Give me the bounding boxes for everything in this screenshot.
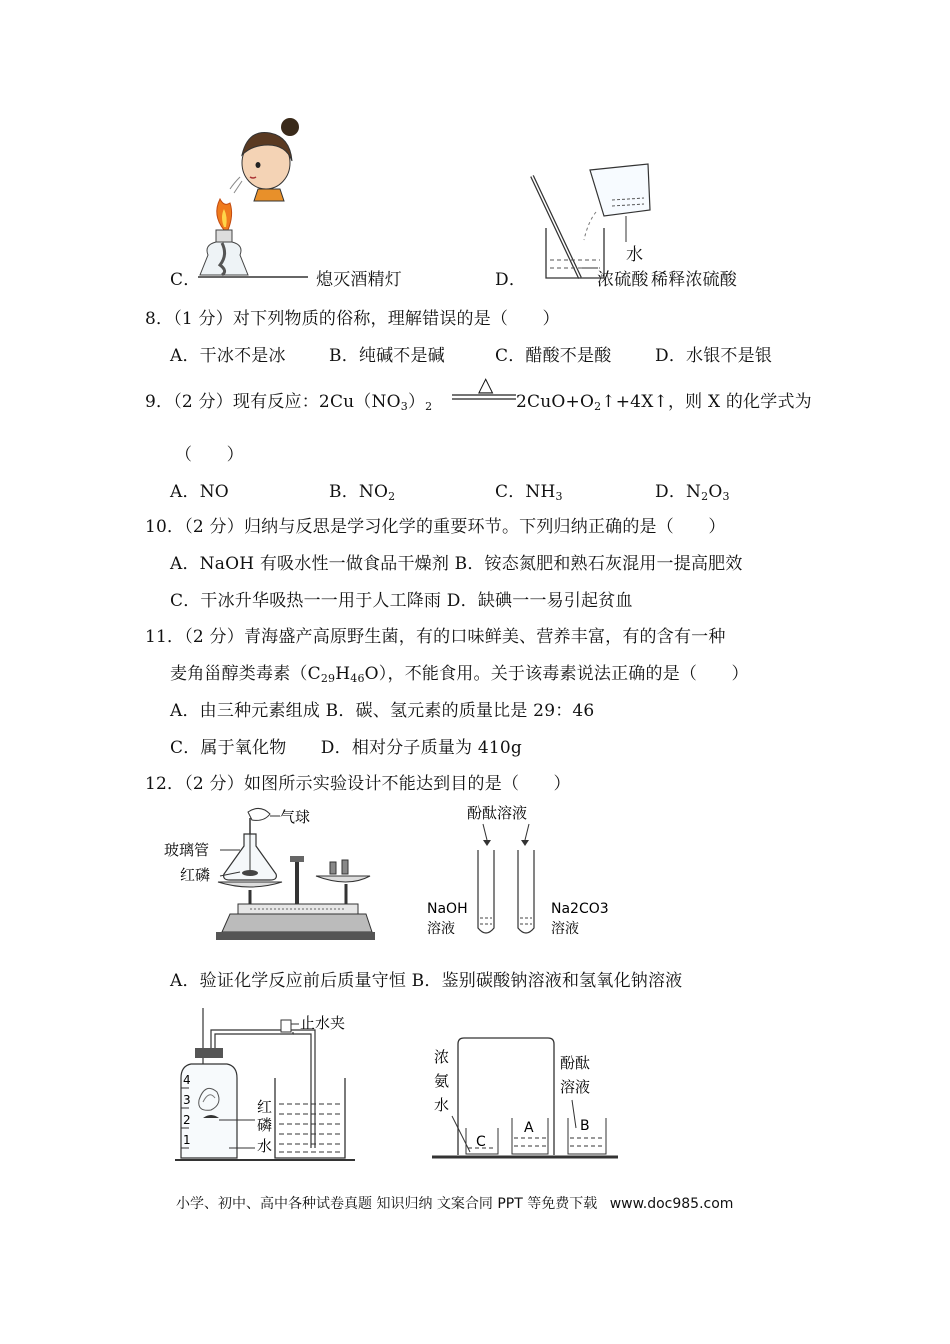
q9-option-a: A．NO — [170, 482, 229, 502]
q12-figure-b-test-tubes — [425, 800, 615, 945]
q10-stem: 10．（2 分）归纳与反思是学习化学的重要环节。下列归纳正确的是（ ） — [145, 517, 726, 537]
naoh-label-line1: NaOH — [427, 901, 468, 917]
q9-stem-right: $2CuO+O_2↑+4X↑$，则 X 的化学式为 — [516, 392, 812, 413]
glass-tube-label: 玻璃管 — [164, 841, 210, 859]
q11-stem-line2: 麦角甾醇类毒素$(C_{29}H_{46}O)$，不能食用。关于该毒素说法正确的是（ ） — [170, 664, 749, 685]
naoh-label-line2: 溶液 — [427, 921, 455, 937]
svg-text:4: 4 — [183, 1073, 191, 1087]
q11-options-ab: A．由三种元素组成 B．碳、氢元素的质量比是 29：46 — [170, 701, 595, 721]
q12-options-ab: A．验证化学反应前后质量守恒 B．鉴别碳酸钠溶液和氢氧化钠溶液 — [170, 971, 683, 991]
clamp-label: 止水夹 — [300, 1014, 346, 1032]
balloon-label: 气球 — [280, 808, 311, 826]
ammonia-label-1: 浓 — [434, 1048, 450, 1066]
q7-option-d-label-acid: 浓硫酸 — [597, 270, 649, 290]
q7-option-c-letter: C． — [170, 270, 201, 290]
ammonia-label-3: 水 — [434, 1096, 450, 1114]
q8-option-b: B．纯碱不是碱 — [329, 346, 445, 366]
q9-equals-sign — [452, 393, 516, 401]
q7-option-c-caption: 熄灭酒精灯 — [316, 270, 402, 290]
q9-answer-paren: （ ） — [175, 445, 244, 465]
cup-c-label: C — [476, 1134, 486, 1150]
indicator-label-1: 酚酞 — [560, 1054, 591, 1072]
q10-options-ab: A．NaOH 有吸水性一做食品干燥剂 B．铵态氮肥和熟石灰混用一提高肥效 — [170, 554, 743, 574]
q12-figure-a-balance — [160, 800, 375, 945]
na2co3-label-line1: Na2CO3 — [551, 901, 609, 917]
q12-stem: 12．（2 分）如图所示实验设计不能达到目的是（ ） — [145, 774, 571, 794]
indicator-label: 酚酞溶液 — [467, 804, 528, 822]
cup-a-label: A — [524, 1120, 534, 1136]
q7-water-label: 水 — [626, 245, 644, 265]
q9-heat-symbol: △ — [478, 372, 494, 396]
svg-text:3: 3 — [183, 1093, 191, 1107]
svg-text:2: 2 — [183, 1113, 191, 1127]
red-p-label-1: 红 — [257, 1098, 273, 1116]
na2co3-label-line2: 溶液 — [551, 921, 579, 937]
q7-option-d-caption: 稀释浓硫酸 — [651, 270, 737, 290]
q8-option-d: D．水银不是银 — [655, 346, 773, 366]
q9-stem-left: 9．（2 分）现有反应：$2Cu(NO_3)_2$ — [145, 392, 433, 413]
q8-option-c: C．醋酸不是酸 — [495, 346, 612, 366]
q8-stem: 8．（1 分）对下列物质的俗称，理解错误的是（ ） — [145, 309, 560, 329]
q7-option-d-letter: D． — [495, 270, 527, 290]
q12-figure-d-ammonia-diffusion — [428, 1020, 623, 1165]
svg-text:1: 1 — [183, 1133, 191, 1147]
q11-options-cd: C．属于氧化物 D．相对分子质量为 410g — [170, 738, 522, 758]
extinguish-lamp-figure — [198, 115, 308, 290]
indicator-label-2: 溶液 — [560, 1078, 591, 1096]
cup-b-label: B — [580, 1118, 590, 1134]
q9-option-b: B．$NO_2$ — [329, 482, 396, 503]
q9-option-c: C．$NH_3$ — [495, 482, 563, 503]
water-label: 水 — [257, 1137, 273, 1155]
ammonia-label-2: 氨 — [434, 1072, 450, 1090]
q10-options-cd: C．干冰升华吸热一一用于人工降雨 D．缺碘一一易引起贫血 — [170, 591, 633, 611]
red-p-label-2: 磷 — [257, 1116, 273, 1134]
q9-option-d: D．$N_2O_3$ — [655, 482, 730, 503]
footer-text — [176, 1193, 733, 1213]
q8-option-a: A．干冰不是冰 — [170, 346, 286, 366]
q11-stem-line1: 11．（2 分）青海盛产高原野生菌，有的口味鲜美、营养丰富，有的含有一种 — [145, 627, 726, 647]
q12-figure-c-oxygen-content — [175, 1008, 400, 1166]
red-phosphorus-label: 红磷 — [180, 866, 211, 884]
footer-tagline: 小学、初中、高中各种试卷真题 知识归纳 文案合同 PPT 等免费下载 — [176, 1196, 598, 1212]
footer-url[interactable]: www.doc985.com — [609, 1196, 734, 1212]
